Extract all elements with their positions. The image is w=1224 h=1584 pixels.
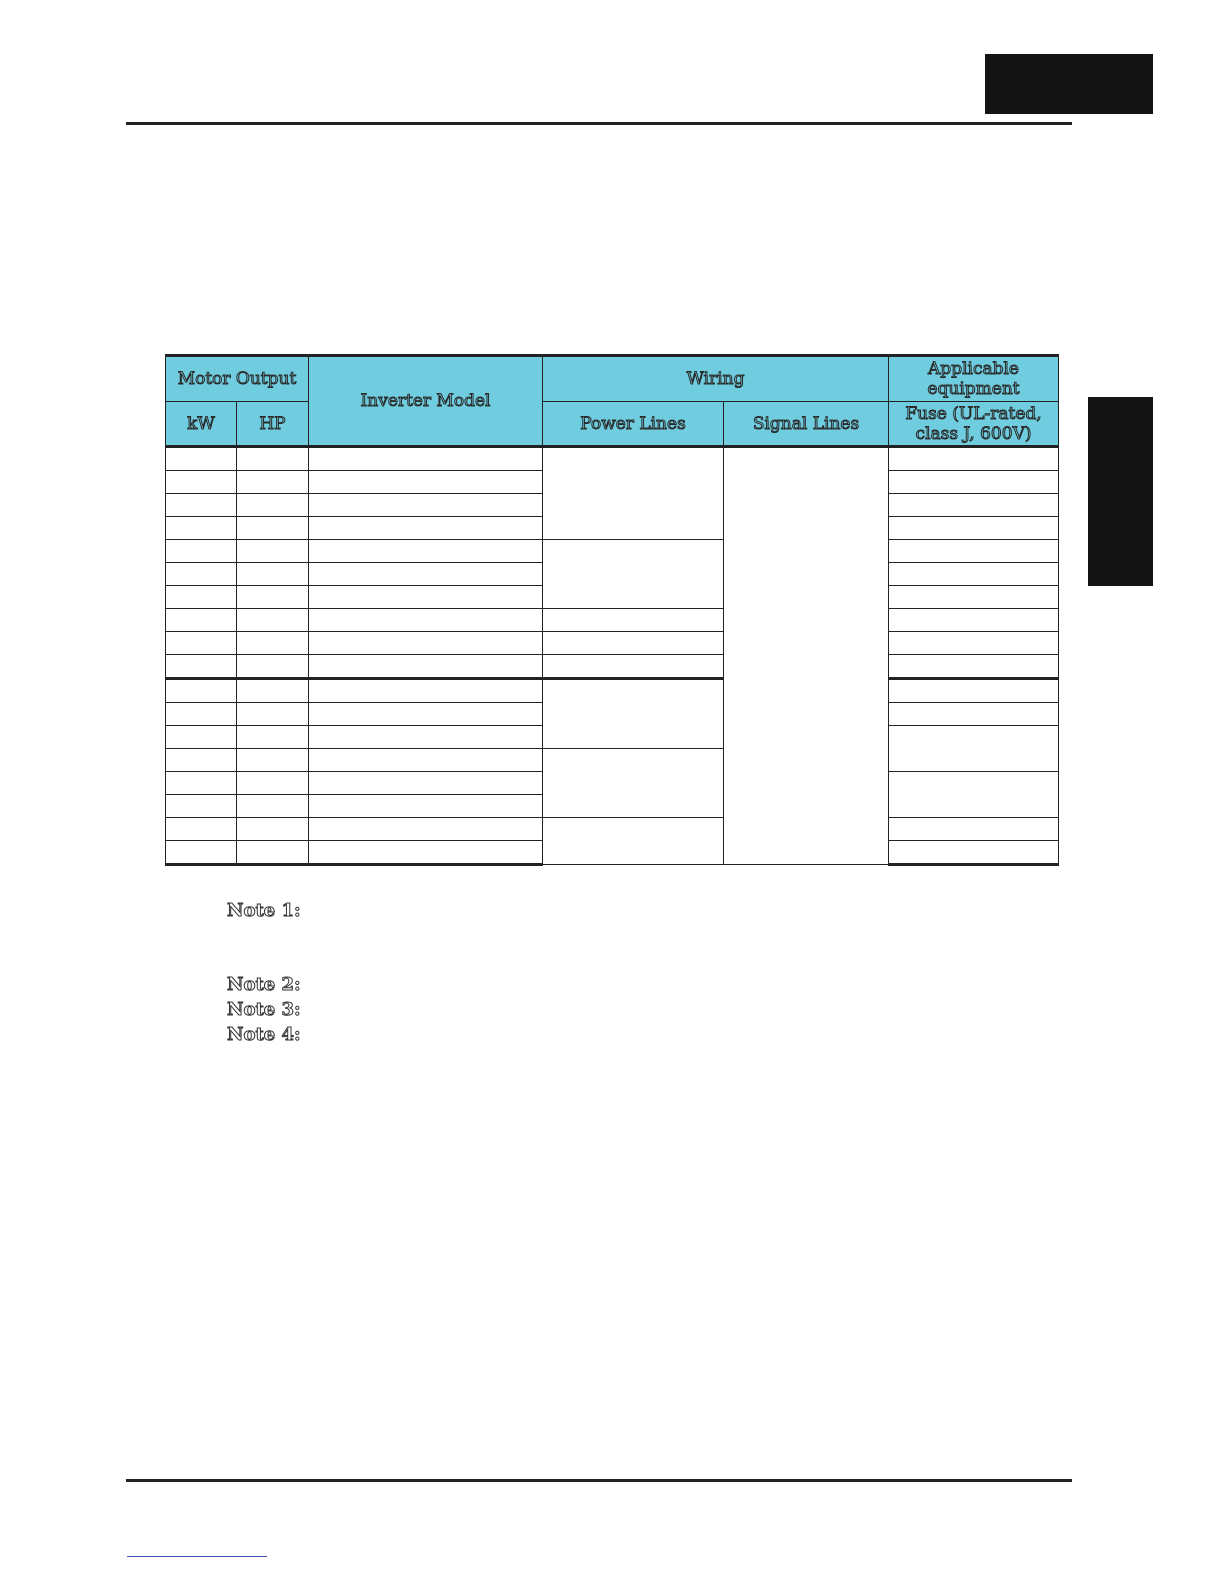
- kw-cell: [166, 679, 237, 703]
- wiring-header: Wiring: [543, 356, 889, 402]
- footer-link-underline: [127, 1556, 267, 1557]
- fuse-cell: [889, 632, 1059, 655]
- model-cell: [309, 494, 543, 517]
- model-cell: [309, 655, 543, 679]
- note-1-label: Note 1:: [227, 900, 301, 921]
- section-side-tab: [1088, 397, 1153, 586]
- hp-cell: [237, 563, 309, 586]
- kw-cell: [166, 632, 237, 655]
- fuse-cell: [889, 586, 1059, 609]
- kw-cell: [166, 563, 237, 586]
- footer-rule: [126, 1479, 1072, 1482]
- table-row: [166, 609, 1059, 632]
- header-row-1: [166, 356, 1059, 402]
- model-cell: [309, 609, 543, 632]
- model-cell: [309, 586, 543, 609]
- kw-cell: [166, 494, 237, 517]
- power-lines-cell: [543, 609, 724, 632]
- table-row: [166, 818, 1059, 841]
- hp-cell: [237, 772, 309, 795]
- model-cell: [309, 772, 543, 795]
- fuse-cell: [889, 818, 1059, 841]
- kw-cell: [166, 609, 237, 632]
- hp-cell: [237, 749, 309, 772]
- applicable-equipment-header: Applicable equipment: [889, 356, 1059, 402]
- hp-cell: [237, 471, 309, 494]
- kw-cell: [166, 772, 237, 795]
- kw-cell: [166, 517, 237, 540]
- header-row-2: [166, 402, 1059, 447]
- kw-cell: [166, 726, 237, 749]
- signal-lines-header: Signal Lines: [724, 402, 889, 447]
- fuse-cell: [889, 655, 1059, 679]
- hp-cell: [237, 818, 309, 841]
- note-3-label: Note 3:: [227, 999, 301, 1020]
- hp-header: HP: [237, 402, 309, 447]
- model-cell: [309, 818, 543, 841]
- hp-cell: [237, 632, 309, 655]
- kw-cell: [166, 795, 237, 818]
- hp-cell: [237, 447, 309, 471]
- fuse-cell: [889, 447, 1059, 471]
- fuse-cell: [889, 703, 1059, 726]
- model-cell: [309, 841, 543, 865]
- model-cell: [309, 447, 543, 471]
- model-cell: [309, 517, 543, 540]
- power-lines-cell: [543, 447, 724, 540]
- power-lines-cell: [543, 655, 724, 679]
- model-cell: [309, 679, 543, 703]
- power-lines-cell: [543, 632, 724, 655]
- model-cell: [309, 795, 543, 818]
- kw-header: kW: [166, 402, 237, 447]
- model-cell: [309, 726, 543, 749]
- kw-cell: [166, 471, 237, 494]
- power-lines-cell: [543, 749, 724, 818]
- hp-cell: [237, 679, 309, 703]
- hp-cell: [237, 517, 309, 540]
- model-cell: [309, 632, 543, 655]
- model-cell: [309, 563, 543, 586]
- header-rule: [126, 122, 1072, 125]
- power-lines-cell: [543, 679, 724, 749]
- hp-cell: [237, 586, 309, 609]
- kw-cell: [166, 447, 237, 471]
- table-row: [166, 632, 1059, 655]
- hp-cell: [237, 609, 309, 632]
- fuse-cell: [889, 540, 1059, 563]
- fuse-cell: [889, 609, 1059, 632]
- kw-cell: [166, 749, 237, 772]
- chapter-tab: [985, 54, 1153, 114]
- model-cell: [309, 749, 543, 772]
- fuse-cell: [889, 471, 1059, 494]
- hp-cell: [237, 841, 309, 865]
- power-lines-cell: [543, 818, 724, 865]
- table-row: [166, 655, 1059, 679]
- kw-cell: [166, 655, 237, 679]
- hp-cell: [237, 795, 309, 818]
- fuse-cell: [889, 772, 1059, 818]
- hp-cell: [237, 726, 309, 749]
- model-cell: [309, 703, 543, 726]
- fuse-cell: [889, 517, 1059, 540]
- power-lines-cell: [543, 540, 724, 609]
- model-cell: [309, 471, 543, 494]
- motor-output-header: Motor Output: [166, 356, 309, 402]
- kw-cell: [166, 540, 237, 563]
- kw-cell: [166, 703, 237, 726]
- fuse-cell: [889, 679, 1059, 703]
- kw-cell: [166, 841, 237, 865]
- hp-cell: [237, 540, 309, 563]
- kw-cell: [166, 818, 237, 841]
- fuse-cell: [889, 726, 1059, 772]
- signal-lines-cell: [724, 447, 889, 865]
- note-4-label: Note 4:: [227, 1024, 301, 1045]
- wiring-spec-table: [165, 354, 1059, 866]
- hp-cell: [237, 655, 309, 679]
- power-lines-header: Power Lines: [543, 402, 724, 447]
- fuse-header: Fuse (UL-rated, class J, 600V): [889, 402, 1059, 447]
- table-row: [166, 679, 1059, 703]
- table-row: [166, 447, 1059, 471]
- fuse-cell: [889, 494, 1059, 517]
- model-cell: [309, 540, 543, 563]
- inverter-model-header: Inverter Model: [309, 356, 543, 447]
- note-2-label: Note 2:: [227, 974, 301, 995]
- fuse-cell: [889, 563, 1059, 586]
- hp-cell: [237, 494, 309, 517]
- table-row: [166, 540, 1059, 563]
- hp-cell: [237, 703, 309, 726]
- fuse-cell: [889, 841, 1059, 865]
- kw-cell: [166, 586, 237, 609]
